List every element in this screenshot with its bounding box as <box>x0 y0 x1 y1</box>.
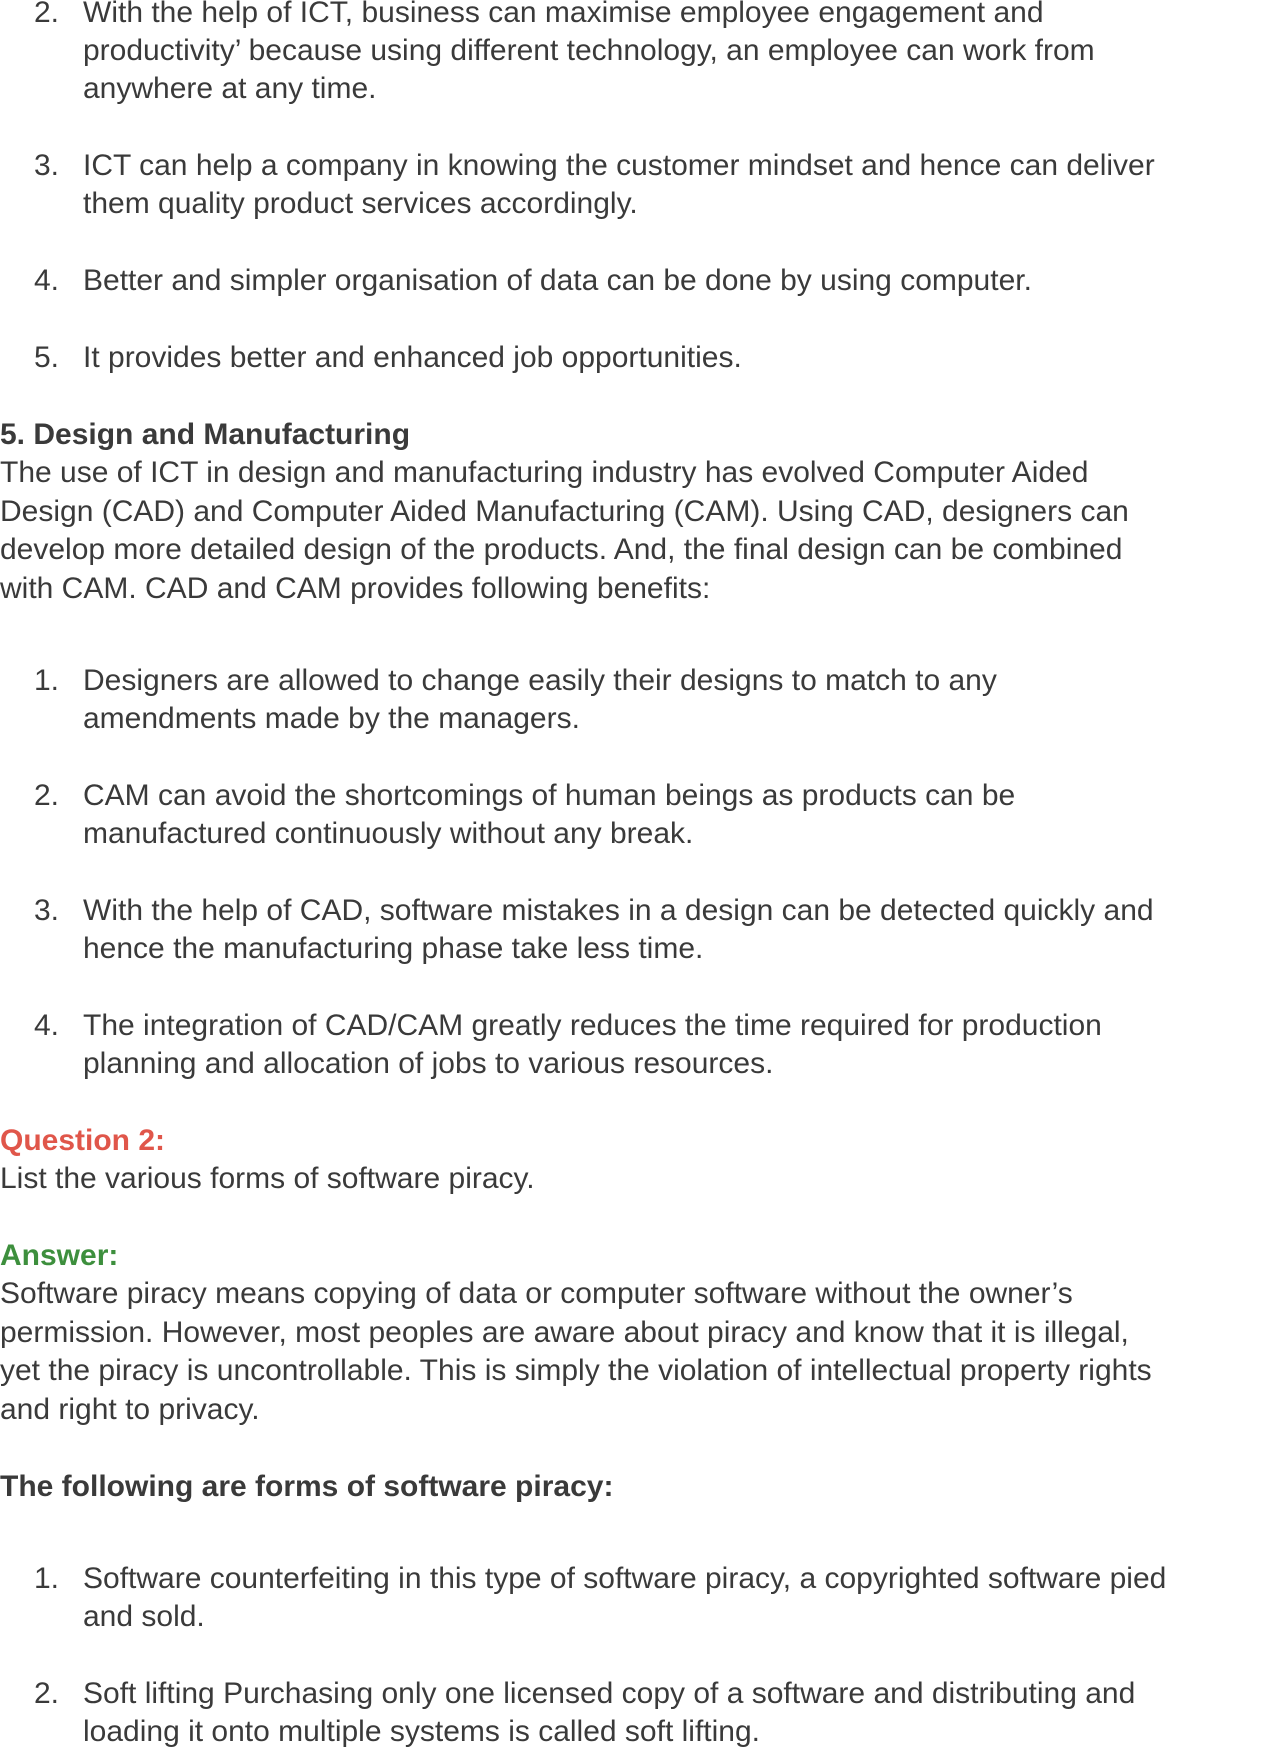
list-item-number: 1. <box>34 1562 60 1595</box>
section-paragraph: The use of ICT in design and manufacturing industry has evolved Computer Aided Design (CAD) and Computer Aided Manufacturing (CAM). Using CAD, designers can develop more detailed design of the products. And, the final design can be combined with CAM. CAD and CAM provides following benefits: <box>0 456 1129 605</box>
list-item-text: The integration of CAD/CAM greatly reduces the time required for production planning and allocation of jobs to various resources. <box>83 1009 1102 1080</box>
forms-heading: The following are forms of software piracy: <box>0 1470 614 1503</box>
list-item-number: 4. <box>34 1009 60 1042</box>
list-item-text: Software counterfeiting in this type of software piracy, a copyrighted software pied and sold. <box>83 1562 1167 1633</box>
list-item-number: 2. <box>34 1677 60 1710</box>
list-item-text: With the help of CAD, software mistakes in a design can be detected quickly and hence the manufacturing phase take less time. <box>83 894 1154 965</box>
list-item-number: 1. <box>34 664 60 697</box>
list-item-text: With the help of ICT, business can maximise employee engagement and productivity’ because using different technology, an employee can work from anywhere at any time. <box>83 0 1095 105</box>
list-item-number: 5. <box>34 341 60 374</box>
list-item-number: 3. <box>34 149 60 182</box>
list-item-text: Soft lifting Purchasing only one licensed copy of a software and distributing and loading it onto multiple systems is called soft lifting. <box>83 1677 1136 1748</box>
list-item-text: ICT can help a company in knowing the customer mindset and hence can deliver them quality product services accordingly. <box>83 149 1155 220</box>
question-text: List the various forms of software piracy. <box>0 1162 535 1195</box>
list-item-number: 2. <box>34 779 60 812</box>
answer-paragraph: Software piracy means copying of data or computer software without the owner’s permission. However, most peoples are aware about piracy and know that it is illegal, yet the piracy is uncontrollable. This is simply the violation of intellectual property rights and right to privacy. <box>0 1277 1152 1426</box>
answer-label: Answer: <box>0 1239 119 1272</box>
list-item-number: 3. <box>34 894 60 927</box>
list-item-text: Designers are allowed to change easily their designs to match to any amendments made by the managers. <box>83 664 997 735</box>
list-item-number: 2. <box>34 0 60 29</box>
question-label: Question 2: <box>0 1124 166 1157</box>
list-item-number: 4. <box>34 264 60 297</box>
list-item-text: Better and simpler organisation of data can be done by using computer. <box>83 264 1032 297</box>
list-item-text: It provides better and enhanced job opportunities. <box>83 341 742 374</box>
section-heading: 5. Design and Manufacturing <box>0 418 411 451</box>
list-item-text: CAM can avoid the shortcomings of human beings as products can be manufactured continuously without any break. <box>83 779 1016 850</box>
